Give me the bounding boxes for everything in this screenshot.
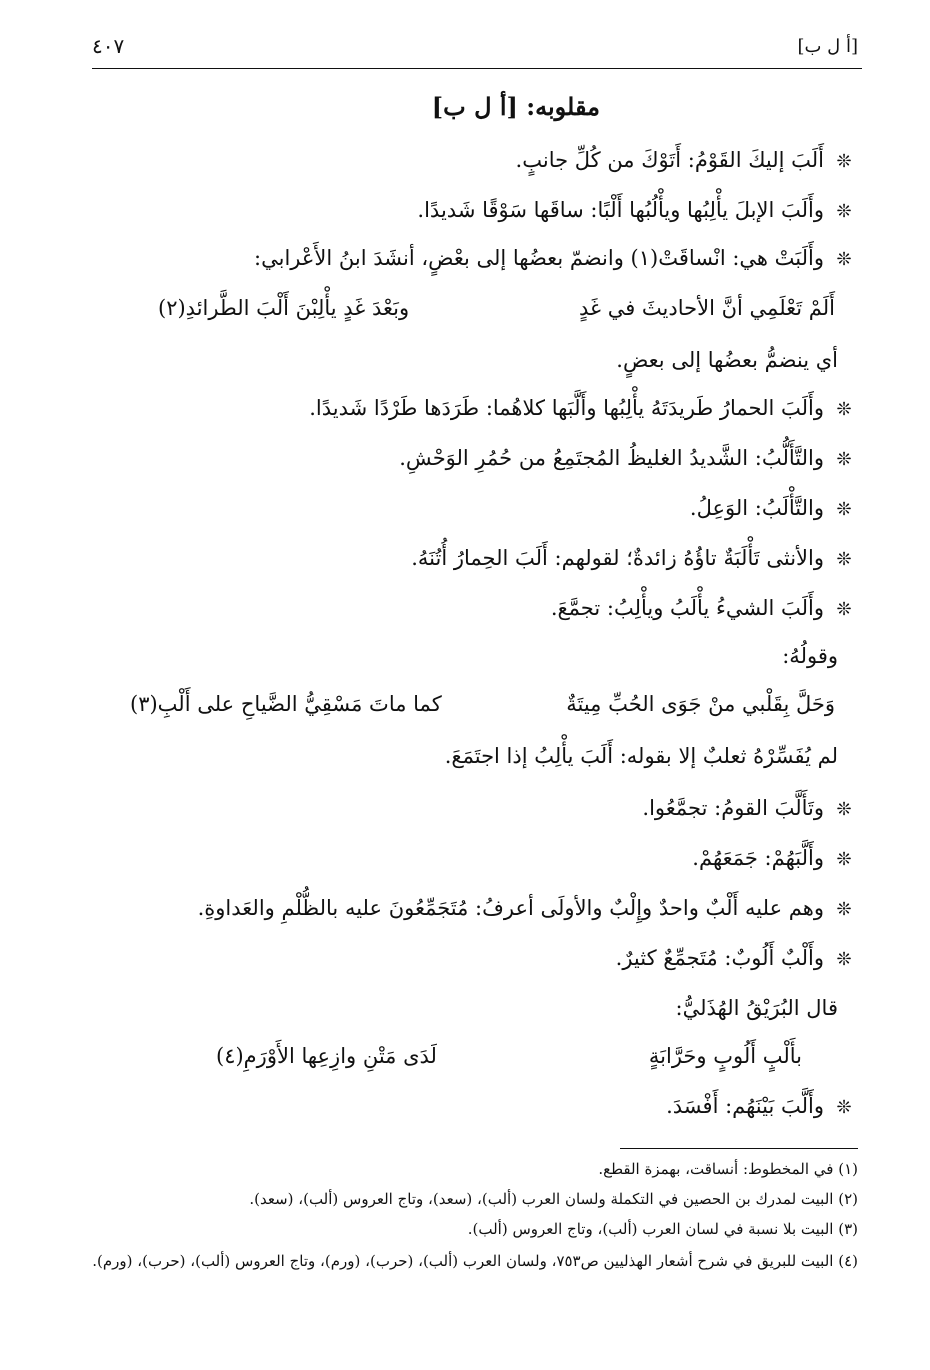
asterisk-icon: ❊ [836, 449, 852, 470]
header-rule [92, 68, 862, 69]
entry-line [399, 446, 858, 470]
page-number: ٤٠٧ [92, 34, 125, 58]
verse-hemistich-second: كما ماتَ مَسْقِيُّ الضَّياحِ على أَلْبِ(٣) [130, 692, 442, 716]
entry-text: أَلَبَ إليكَ القَوْمُ: أَتَوْكَ من كُلِّ جانبٍ. [515, 148, 824, 172]
entry-text: وأَلَّبَ بَيْنَهُم: أَفْسَدَ. [666, 1094, 824, 1118]
section-title: مقلوبه: [أ ل ب] [431, 92, 600, 121]
running-header-root: [أ ل ب] [797, 36, 858, 57]
entry-line [516, 148, 858, 172]
asterisk-icon: ❊ [836, 549, 852, 570]
asterisk-icon: ❊ [836, 799, 852, 820]
entry-text: والتَّأْلَبُ: الوَعِلُ. [689, 496, 824, 520]
asterisk-icon: ❊ [836, 499, 852, 520]
entry-line [254, 246, 858, 270]
verse-hemistich-second: وبَعْدَ غَدٍ يأْلِبْنَ أَلْبَ الطَّرائدِ(٢) [158, 296, 410, 320]
entry-text: وأَلْبٌ أَلُوبٌ: مُتَجمِّعٌ كثيرٌ. [615, 946, 824, 970]
entry-line [666, 1094, 858, 1118]
entry-text: وأَلَبَتْ هي: انْساقَتْ(١) وانضمّ بعضُها إلى بعْضٍ، أنشَدَ ابنُ الأَعْرابي: [254, 246, 824, 270]
verse-hemistich-first: بأَلْبٍ أَلُوبٍ وحَرَّابَةٍ [648, 1044, 802, 1068]
entry-line [642, 796, 858, 820]
entry-text: وأَلَبَ الحمارُ طَريدَتَهُ يأْلِبُها وأَلَّبَها كلاهُما: طَرَدَها طَرْدًا شَديدًا. [309, 396, 824, 420]
entry-line [411, 546, 858, 570]
entry-text: وأَلَبَ الشيءُ يأْلَبُ ويأْلِبُ: تجمَّعَ. [550, 596, 824, 620]
asterisk-icon: ❊ [836, 151, 852, 172]
entry-line [616, 946, 858, 970]
verse-hemistich-first: وَحَلَّ بِقَلْبي منْ جَوَى الحُبِّ مِيتَةٌ [566, 692, 835, 716]
entry-line: وقولُهُ: [782, 644, 838, 668]
footnote-rule [620, 1148, 858, 1149]
entry-line: أي ينضمُّ بعضُها إلى بعضٍ. [616, 348, 838, 372]
entry-line [692, 846, 858, 870]
entry-text: وتَأَلَّبَ القومُ: تجمَّعُوا. [642, 796, 824, 820]
asterisk-icon: ❊ [836, 249, 852, 270]
entry-text: وهم عليه أَلْبٌ واحدٌ وإِلْبٌ والأولَى أعرفُ: مُتَجَمِّعُونَ عليه بالظُّلْمِ والعَداوةِ. [197, 896, 824, 920]
entry-line: قال البُرَيْقُ الهُذَليُّ: [675, 996, 838, 1020]
entry-text: وأَلَبَ الإبلَ يأْلِبُها ويأْلُبُها أَلْبًا: ساقَها سَوْقًا شَديدًا. [417, 198, 824, 222]
footnote: (١) في المخطوط: أنساقت، بهمزة القطع. [598, 1160, 858, 1178]
asterisk-icon: ❊ [836, 399, 852, 420]
entry-line [198, 896, 858, 920]
entry-line [309, 396, 858, 420]
footnote: (٢) البيت لمدرك بن الحصين في التكملة ولسان العرب (ألب)، (سعد)، وتاج العروس (ألب)، (سعد). [249, 1190, 858, 1208]
entry-line: لم يُفَسِّرْهُ ثعلبٌ إلا بقوله: أَلَبَ يأْلِبُ إذا اجتَمَعَ. [444, 744, 838, 768]
verse-hemistich-first: أَلَمْ تَعْلَمِي أنَّ الأحاديثَ في غَدٍ [579, 296, 835, 320]
footnote: (٣) البيت بلا نسبة في لسان العرب (ألب)، وتاج العروس (ألب). [467, 1220, 858, 1238]
asterisk-icon: ❊ [836, 899, 852, 920]
entry-text: والأنثى تَأْلَبَةٌ تاؤُهُ زائدةٌ؛ لقولهم: أَلَبَ الحِمارُ أُتُنَهُ. [411, 546, 824, 570]
asterisk-icon: ❊ [836, 949, 852, 970]
footnote: (٤) البيت للبريق في شرح أشعار الهذليين ص٧٥٣، ولسان العرب (ألب)، (حرب)، (ورم)، وتاج العروس (ألب)، (حرب)، (ورم). [92, 1252, 858, 1270]
asterisk-icon: ❊ [836, 849, 852, 870]
verse-hemistich-second: لَدَى مَتْنِ وازِعِها الأَوْرَمِ(٤) [216, 1044, 437, 1068]
asterisk-icon: ❊ [836, 1097, 852, 1118]
entry-line [417, 198, 858, 222]
entry-text: وأَلَّبَهُمْ: جَمَعَهُمْ. [692, 846, 824, 870]
entry-text: والتَّأَلُّبُ: الشَّديدُ الغليظُ المُجتَمِعُ من حُمُرِ الوَحْشِ. [399, 446, 824, 470]
entry-line [551, 596, 858, 620]
asterisk-icon: ❊ [836, 201, 852, 222]
asterisk-icon: ❊ [836, 599, 852, 620]
entry-line [690, 496, 858, 520]
